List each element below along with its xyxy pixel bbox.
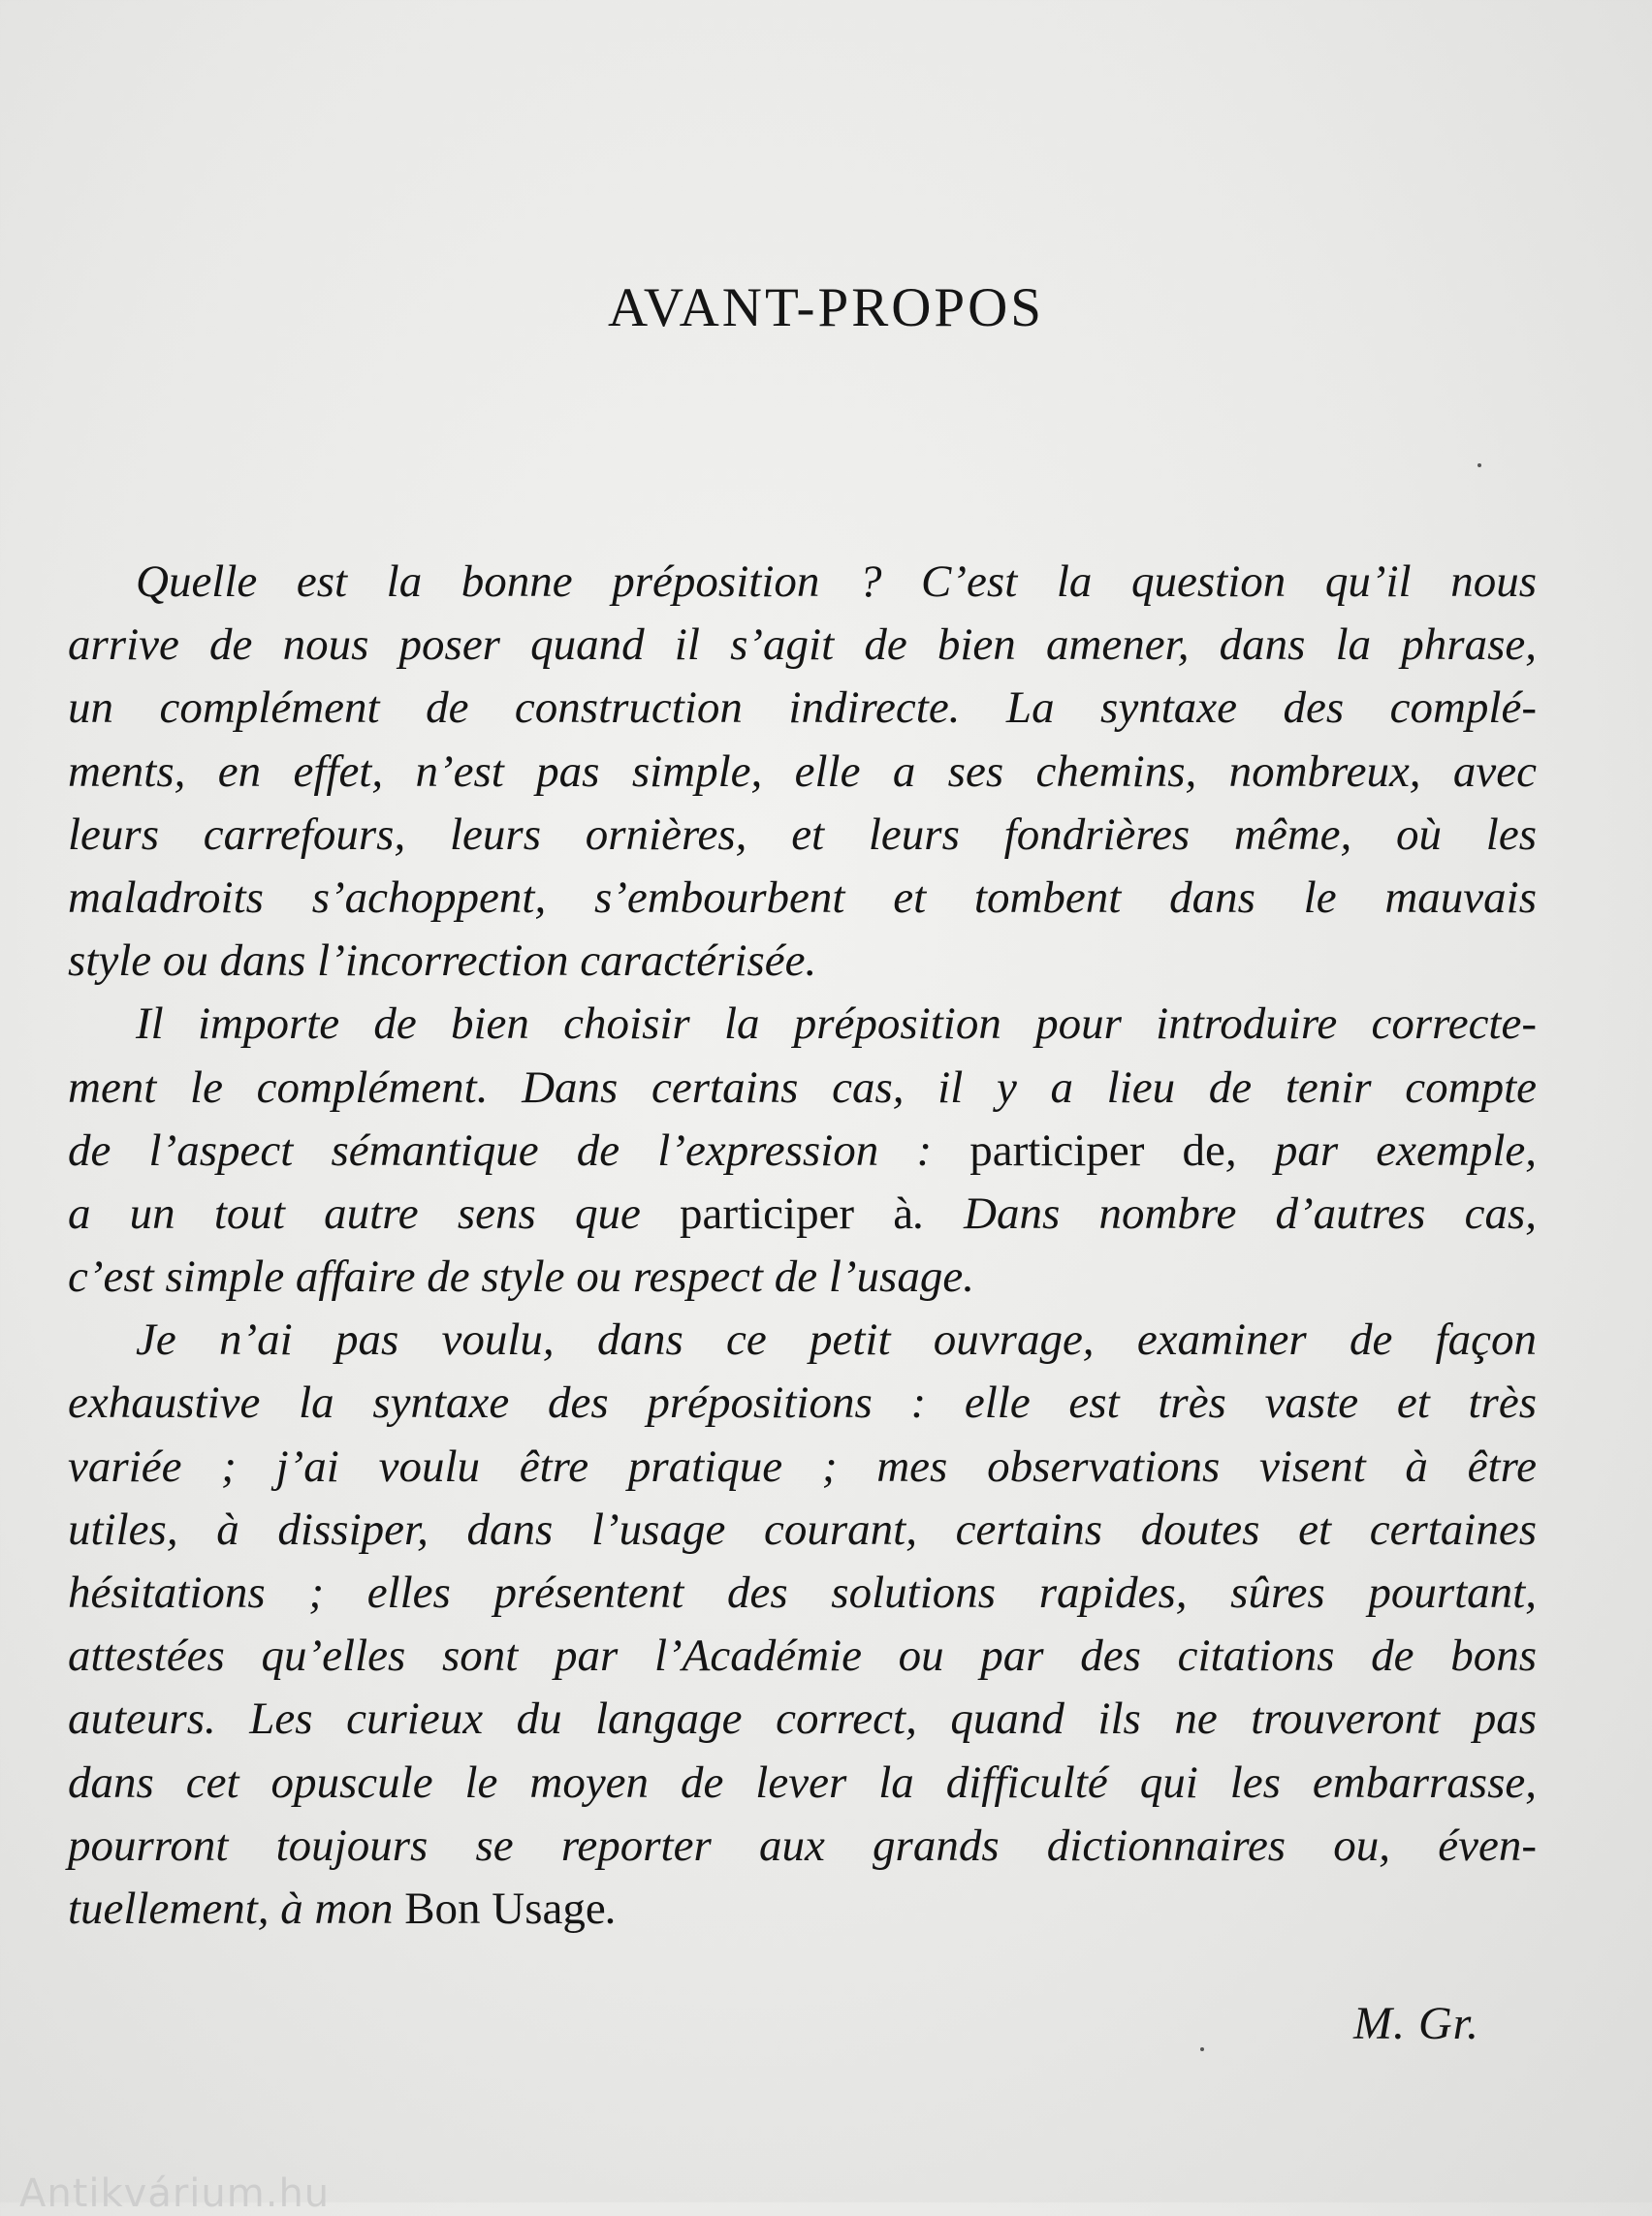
paragraph xyxy=(68,993,1537,1309)
text-line: Quelle est la bonne préposition ? C’est la question qu’il nous xyxy=(136,556,1537,607)
text-line: hésitations ; elles présentent des solutions rapides, sûres pourtant, xyxy=(68,1567,1537,1618)
text-line: ment le complément. Dans certains cas, il y a lieu de tenir compte xyxy=(68,1061,1537,1113)
text-fragment: , par exemple, xyxy=(1224,1124,1538,1176)
text-fragment: tuellement, à mon xyxy=(68,1883,405,1934)
text-fragment: de l’aspect sémantique de l’expression : xyxy=(68,1124,970,1176)
paragraph xyxy=(68,551,1537,993)
text-line: utiles, à dissiper, dans l’usage courant, certains doutes et certaines xyxy=(68,1504,1537,1555)
text-line: maladroits s’achoppent, s’embourbent et tombent dans le mauvais xyxy=(68,871,1537,923)
text-line: Je n’ai pas voulu, dans ce petit ouvrage, examiner de façon xyxy=(136,1314,1537,1366)
text-line: pourront toujours se reporter aux grands dictionnaires ou, éven- xyxy=(68,1820,1537,1871)
text-fragment: a un tout autre sens que xyxy=(68,1187,681,1239)
text-line: dans cet opuscule le moyen de lever la difficulté qui les embarrasse, xyxy=(68,1757,1537,1808)
text-line: attestées qu’elles sont par l’Académie ou par des citations de bons xyxy=(68,1630,1537,1682)
text-line: un complément de construction indirecte. La syntaxe des complé- xyxy=(68,682,1537,734)
text-line: style ou dans l’incorrection caractérisée. xyxy=(68,935,817,987)
book-title-reference: Bon Usage xyxy=(404,1883,606,1934)
text-line: c’est simple affaire de style ou respect de l’usage. xyxy=(68,1251,974,1303)
watermark: Antikvárium.hu xyxy=(19,2171,331,2216)
paper-speck xyxy=(1200,2047,1204,2051)
paper-speck xyxy=(1477,463,1481,467)
text-line: variée ; j’ai voulu être pratique ; mes observations visent à être xyxy=(68,1440,1537,1492)
roman-example: participer de xyxy=(969,1124,1225,1176)
foreword-body xyxy=(68,551,1537,1941)
text-line: exhaustive la syntaxe des prépositions : elle est très vaste et très xyxy=(68,1377,1537,1429)
text-line: Il importe de bien choisir la préposition pour introduire correcte- xyxy=(136,998,1537,1050)
text-line: auteurs. Les curieux du langage correct, quand ils ne trouveront pas xyxy=(68,1694,1537,1745)
roman-example: participer à xyxy=(680,1187,914,1239)
author-signature: M. Gr. xyxy=(1352,1998,1479,2049)
text-fragment: . xyxy=(605,1883,618,1934)
page-title: AVANT-PROPOS xyxy=(608,277,1044,338)
text-line xyxy=(68,1120,1537,1183)
text-line: arrive de nous poser quand il s’agit de bien amener, dans la phrase, xyxy=(68,619,1537,671)
text-fragment: . Dans nombre d’autres cas, xyxy=(913,1187,1538,1239)
text-line: leurs carrefours, leurs ornières, et leurs fondrières même, où les xyxy=(68,808,1537,860)
paragraph xyxy=(68,1309,1537,1941)
text-line xyxy=(68,1183,1537,1246)
text-line xyxy=(68,1878,1537,1941)
text-line: ments, en effet, n’est pas simple, elle a ses chemins, nombreux, avec xyxy=(68,745,1537,797)
